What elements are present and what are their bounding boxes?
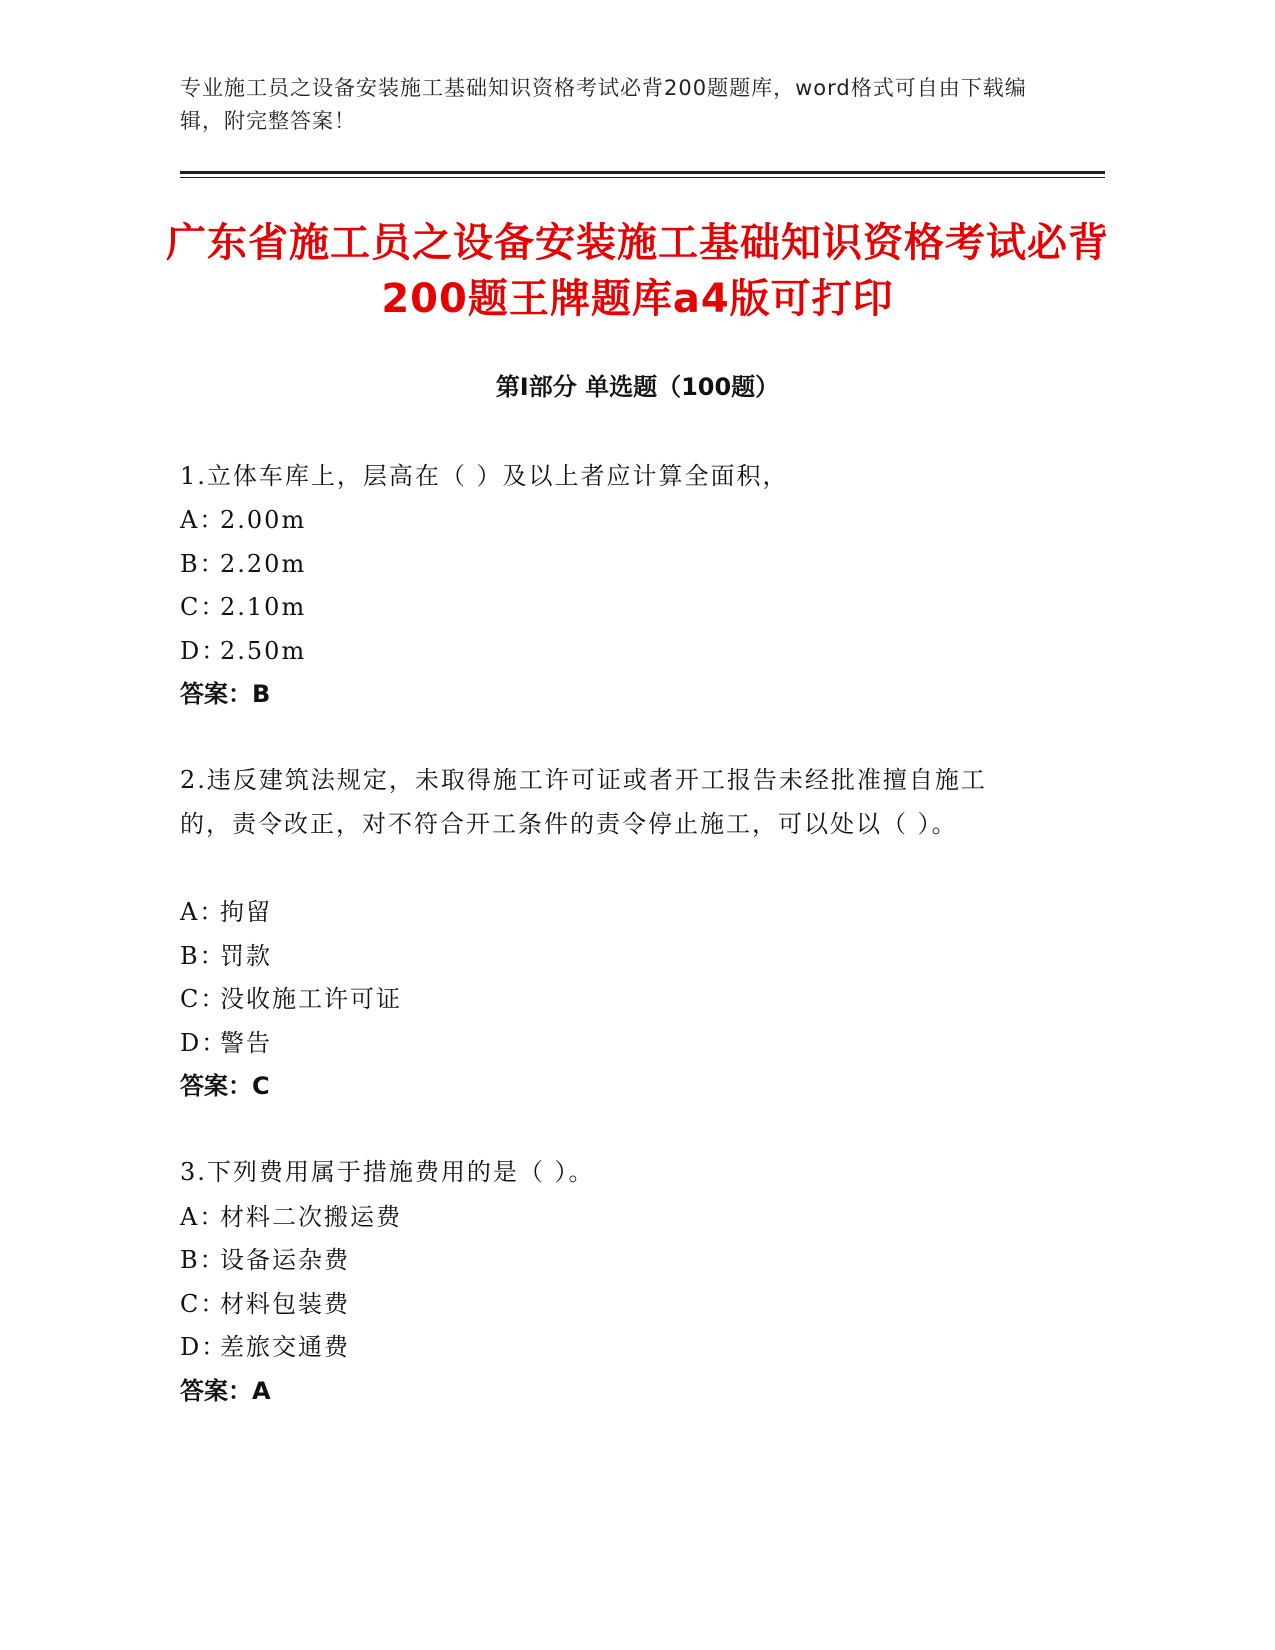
question-answer: 答案：B xyxy=(180,680,271,708)
option-key: C： xyxy=(180,1290,227,1318)
option-key: B： xyxy=(180,550,226,578)
header-rule-thin xyxy=(180,177,1105,178)
question-option xyxy=(180,636,306,666)
option-text: 2.20m xyxy=(220,550,307,578)
option-text: 没收施工许可证 xyxy=(220,985,402,1013)
option-text: 差旅交通费 xyxy=(220,1333,350,1361)
question-answer: 答案：C xyxy=(180,1072,270,1100)
question-option xyxy=(180,549,306,579)
question-option xyxy=(180,984,402,1014)
question-stem: 3.下列费用属于措施费用的是（ ）。 xyxy=(180,1158,595,1186)
header-rule-thick xyxy=(180,171,1105,174)
question-stem: 2.违反建筑法规定，未取得施工许可证或者开工报告未经批准擅自施工的，责令改正，对不符合开工条件的责令停止施工，可以处以（ ）。 xyxy=(180,766,987,838)
question-option xyxy=(180,1202,402,1232)
option-key: D： xyxy=(180,1029,228,1057)
option-key: C： xyxy=(180,985,227,1013)
question-option xyxy=(180,505,306,535)
question-option xyxy=(180,941,272,971)
option-text: 材料包装费 xyxy=(220,1290,350,1318)
option-key: D： xyxy=(180,1333,228,1361)
question-option xyxy=(180,1332,350,1362)
header-intro: 专业施工员之设备安装施工基础知识资格考试必背200题题库，word格式可自由下载编辑，附完整答案！ xyxy=(180,76,1027,133)
option-key: A： xyxy=(180,1203,226,1231)
option-text: 拘留 xyxy=(220,898,272,926)
option-text: 罚款 xyxy=(220,942,272,970)
option-text: 2.10m xyxy=(220,593,307,621)
question-option xyxy=(180,1245,350,1275)
option-text: 材料二次搬运费 xyxy=(220,1203,402,1231)
question-answer: 答案：A xyxy=(180,1377,271,1405)
option-key: A： xyxy=(180,506,226,534)
question-option xyxy=(180,1289,350,1319)
option-text: 2.50m xyxy=(220,637,307,665)
option-key: B： xyxy=(180,942,226,970)
option-text: 警告 xyxy=(220,1029,272,1057)
question-option xyxy=(180,1028,272,1058)
question-option xyxy=(180,592,306,622)
option-key: B： xyxy=(180,1246,226,1274)
option-text: 2.00m xyxy=(220,506,307,534)
option-key: D： xyxy=(180,637,228,665)
question-stem: 1.立体车库上，层高在（ ）及以上者应计算全面积， xyxy=(180,462,789,490)
document-title: 广东省施工员之设备安装施工基础知识资格考试必背200题王牌题库a4版可打印 xyxy=(166,220,1109,322)
option-key: C： xyxy=(180,593,227,621)
question-option xyxy=(180,897,272,927)
section-title: 第Ⅰ部分 单选题（100题） xyxy=(495,373,780,401)
option-text: 设备运杂费 xyxy=(220,1246,350,1274)
option-key: A： xyxy=(180,898,226,926)
